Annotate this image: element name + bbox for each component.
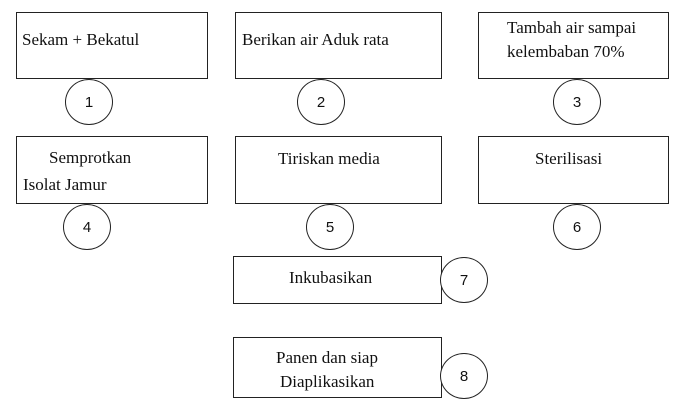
step-number-6: 6: [553, 204, 601, 250]
step-number-7: 7: [440, 257, 488, 303]
step-label: Berikan air Aduk rata: [242, 30, 389, 49]
step-box-5: [235, 136, 442, 204]
step-box-4: [16, 136, 208, 204]
step-box-2: [235, 12, 442, 79]
step-number-1: 1: [65, 79, 113, 125]
step-label-line-2: Diaplikasikan: [280, 372, 375, 391]
step-number-3: 3: [553, 79, 601, 125]
step-box-7: [233, 256, 442, 304]
step-label-line-1: Tambah air sampai: [507, 18, 637, 37]
step-label-line-1: Panen dan siap: [276, 348, 378, 367]
step-number-8: 8: [440, 353, 488, 399]
step-box-8: [233, 337, 442, 398]
step-label: Sterilisasi: [535, 149, 603, 168]
step-box-3: [478, 12, 669, 79]
step-number-5: 5: [306, 204, 354, 250]
step-box-6: [478, 136, 669, 204]
step-box-1: [16, 12, 208, 79]
step-number-4: 4: [63, 204, 111, 250]
step-label-line-2: Isolat Jamur: [23, 175, 107, 194]
step-label: Inkubasikan: [289, 268, 373, 287]
step-label-line-2: kelembaban 70%: [507, 42, 625, 61]
step-label: Sekam + Bekatul: [22, 30, 140, 49]
step-label: Tiriskan media: [278, 149, 380, 168]
step-label-line-1: Semprotkan: [49, 148, 132, 167]
step-number-2: 2: [297, 79, 345, 125]
